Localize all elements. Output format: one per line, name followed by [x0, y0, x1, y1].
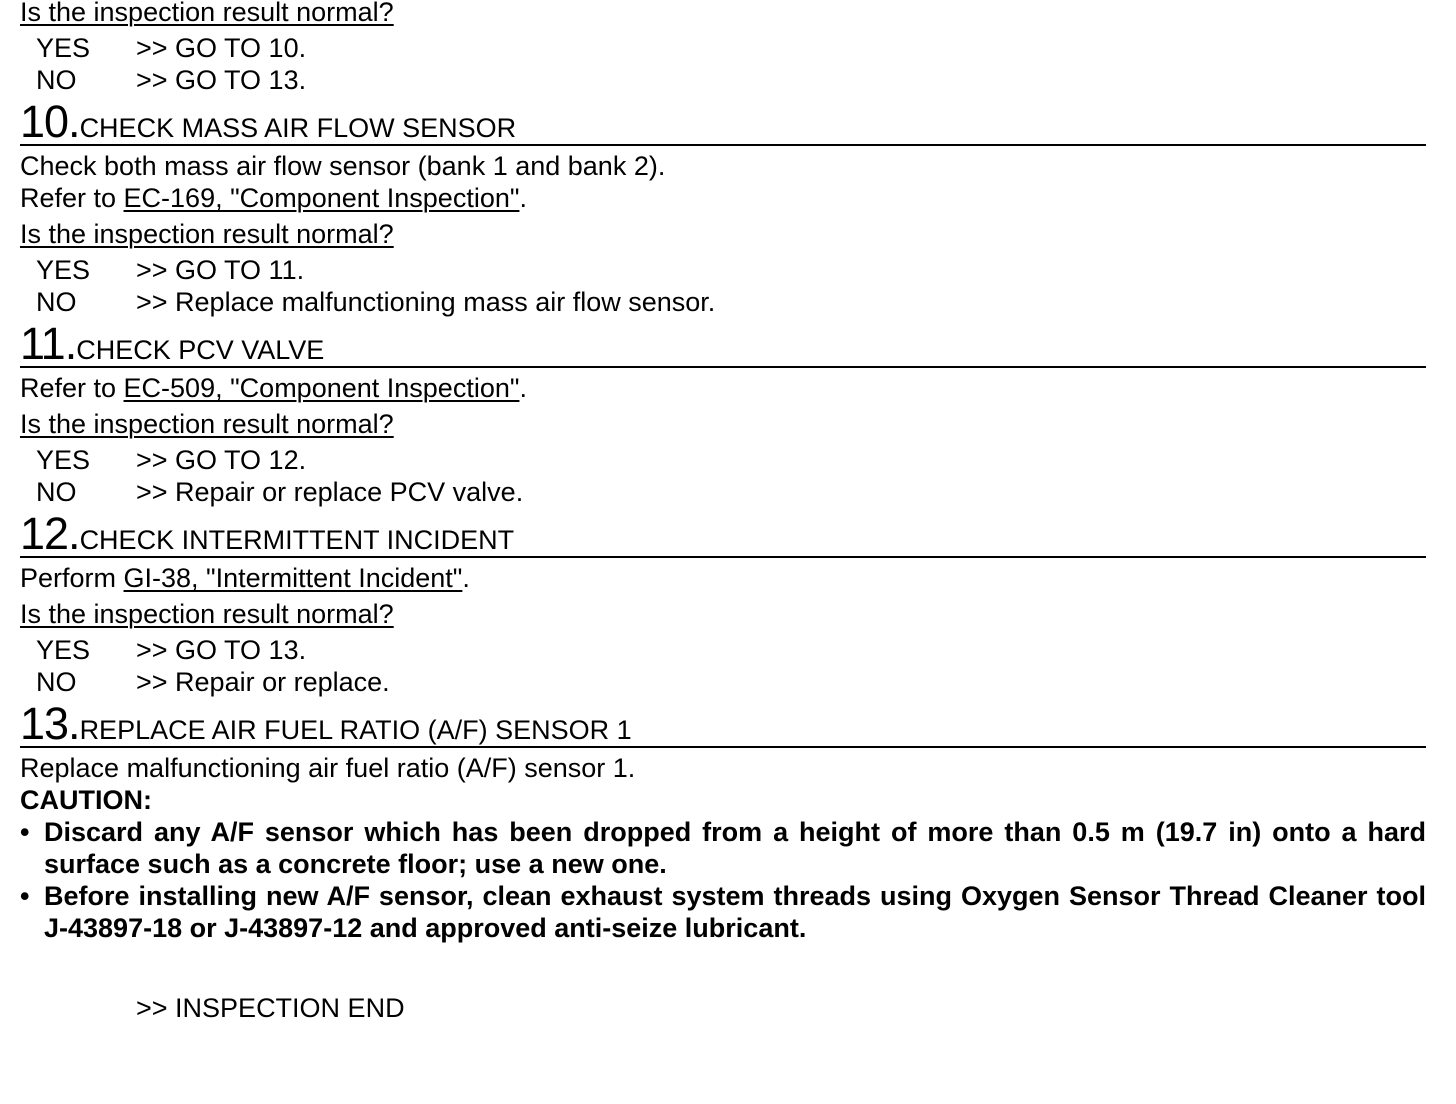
step-number: 13. [20, 698, 80, 749]
step-11-heading [20, 318, 1426, 368]
answer-yes-key: YES [36, 635, 91, 665]
answer-yes-value: >> GO TO 10. [136, 33, 307, 63]
step-12-reference [20, 562, 1426, 594]
step-number: 12. [20, 508, 80, 559]
step-13-heading [20, 698, 1426, 748]
step-title: CHECK INTERMITTENT INCIDENT [79, 525, 515, 555]
answer-no-key: NO [36, 477, 77, 507]
inspection-end: >> INSPECTION END [136, 993, 405, 1023]
answer-no [20, 476, 1426, 508]
reference-prefix: Perform [20, 563, 124, 593]
answer-no-key: NO [36, 65, 77, 95]
reference-link[interactable]: GI-38, "Intermittent Incident" [123, 563, 463, 593]
question-link[interactable]: Is the inspection result normal? [20, 0, 394, 27]
step-10-question [20, 214, 1426, 254]
step-10-heading [20, 96, 1426, 146]
answer-no [20, 286, 1426, 318]
answer-yes-key: YES [36, 33, 91, 63]
answer-no-value: >> GO TO 13. [136, 65, 307, 95]
question-link[interactable]: Is the inspection result normal? [20, 219, 394, 249]
caution-bullet-text: Discard any A/F sensor which has been dropped from a height of more than 0.5 m (19.7 in) onto a hard surface such as a concrete floor; use a new one. [44, 817, 1426, 879]
answer-no-key: NO [36, 287, 77, 317]
answer-yes-key: YES [36, 255, 91, 285]
step-12-heading [20, 508, 1426, 558]
bullet-icon: • [20, 881, 30, 911]
reference-suffix: . [462, 563, 470, 593]
answer-yes [20, 254, 1426, 286]
answer-no [20, 64, 1426, 96]
step-title: CHECK MASS AIR FLOW SENSOR [79, 113, 517, 143]
answer-yes [20, 32, 1426, 64]
answer-no-value: >> Repair or replace. [136, 667, 390, 697]
answer-no-value: >> Replace malfunctioning mass air flow sensor. [136, 287, 716, 317]
answer-yes [20, 444, 1426, 476]
step-10-reference [20, 182, 1426, 214]
caution-bullet [20, 816, 1426, 880]
reference-link[interactable]: EC-169, "Component Inspection" [123, 183, 520, 213]
step-11-question [20, 404, 1426, 444]
spacer [20, 944, 1426, 992]
reference-suffix: . [519, 183, 527, 213]
caution-bullet-text: Before installing new A/F sensor, clean exhaust system threads using Oxygen Sensor Thread Cleaner tool J-43897-18 or J-43897-12 and approved anti-seize lubricant. [44, 881, 1426, 943]
question-link[interactable]: Is the inspection result normal? [20, 599, 394, 629]
reference-suffix: . [519, 373, 527, 403]
answer-yes-key: YES [36, 445, 91, 475]
question-line [20, 0, 1426, 28]
reference-prefix: Refer to [20, 183, 124, 213]
step-13-text: Replace malfunctioning air fuel ratio (A/F) sensor 1. [20, 753, 636, 783]
answer-no-key: NO [36, 667, 77, 697]
answer-no-value: >> Repair or replace PCV valve. [136, 477, 524, 507]
answer-no [20, 666, 1426, 698]
answer-yes [20, 634, 1426, 666]
step-title: CHECK PCV VALVE [76, 335, 325, 365]
caution-bullet [20, 880, 1426, 944]
bullet-icon: • [20, 817, 30, 847]
step-11-reference [20, 372, 1426, 404]
document-page [20, 0, 1426, 1024]
answer-yes-value: >> GO TO 13. [136, 635, 307, 665]
step-10-text: Check both mass air flow sensor (bank 1 and bank 2). [20, 151, 666, 181]
caution-label: CAUTION: [20, 785, 152, 815]
reference-link[interactable]: EC-509, "Component Inspection" [123, 373, 520, 403]
step-number: 10. [20, 96, 80, 147]
answer-yes-value: >> GO TO 12. [136, 445, 307, 475]
reference-prefix: Refer to [20, 373, 124, 403]
step-number: 11. [20, 318, 77, 369]
answer-yes-value: >> GO TO 11. [136, 255, 305, 285]
step-12-question [20, 594, 1426, 634]
step-title: REPLACE AIR FUEL RATIO (A/F) SENSOR 1 [79, 715, 632, 745]
question-link[interactable]: Is the inspection result normal? [20, 409, 394, 439]
